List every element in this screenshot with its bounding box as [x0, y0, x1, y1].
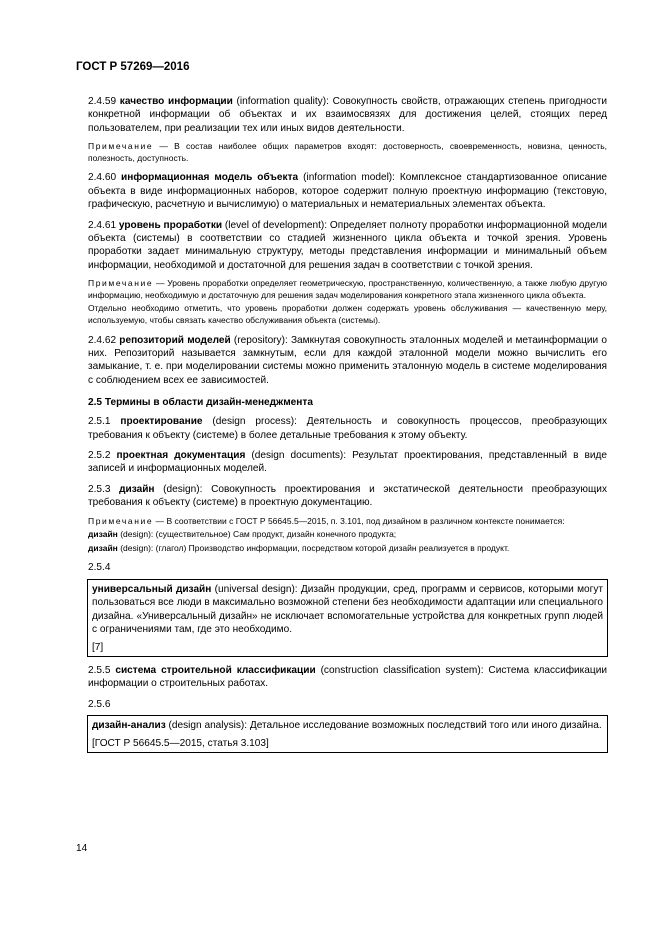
entry-definition: (level of development): Определяет полноту проработки информационной модели объекта (системы) в соответствии со стадией жизненного цикла объекта и точкой зрения. Уровень проработки задает минимальную структуру, методы представления информации и минимальный объем информации, необходимой и достаточной для решения задач в соответствии с точкой зрения. — [88, 219, 607, 271]
entry-2-5-2 — [88, 449, 607, 476]
entry-definition: (universal design): Дизайн продукции, сред, программ и сервисов, которыми могут пользоваться все люди в максимально возможной степени без необходимости адаптации или специального дизайна. «Универсальный дизайн» не исключает вспомогательные устройства для конкретных групп людей с ограничениями там, где это необходимо. — [92, 583, 603, 636]
entry-number-2-5-6: 2.5.6 — [88, 698, 111, 710]
page-number: 14 — [76, 843, 88, 854]
entry-2-5-4 — [92, 583, 603, 637]
note-2-4-59 — [88, 141, 607, 164]
entry-number: 2.5.3 — [88, 483, 111, 495]
entry-2-5-1 — [88, 415, 607, 442]
note-label: Примечание — [88, 515, 154, 526]
note-term: дизайн — [88, 529, 118, 540]
entry-2-5-6 — [92, 719, 603, 732]
note-term: дизайн — [88, 542, 118, 553]
entry-2-5-3 — [88, 483, 607, 510]
entry-definition: (design): Совокупность проектирования и экстатической деятельности преобразующих требования к объекту (системе) в проектную документацию. — [88, 483, 607, 509]
section-heading-2-5: 2.5 Термины в области дизайн-менеджмента — [88, 397, 313, 409]
entry-term: качество информации — [119, 96, 233, 107]
entry-2-4-62 — [88, 334, 607, 388]
entry-2-4-59 — [88, 95, 607, 135]
entry-term: система строительной классификации — [115, 664, 316, 676]
entry-term: уровень проработки — [118, 219, 223, 231]
entry-number: 2.4.62 — [88, 334, 117, 346]
entry-reference: [ГОСТ Р 56645.5—2015, статья 3.103] — [92, 737, 269, 749]
entry-2-5-5 — [88, 664, 607, 691]
note-2-5-3 — [88, 516, 607, 528]
entry-definition: (construction classification system): Система классификации информации о строительных работах. — [88, 664, 607, 690]
entry-definition: (design analysis): Детальное исследование возможных последствий того или иного дизайна. — [168, 720, 602, 732]
entry-term: дизайн-анализ — [92, 720, 166, 732]
entry-term: репозиторий моделей — [119, 334, 231, 346]
entry-definition: (information quality): Совокупность свойств, отражающих степень пригодности конкретной информации об объектах и их взаимосвязях для достижения целей, стоящих перед пользователем, при реализации тех или иных видов деятельности. — [88, 96, 607, 134]
entry-definition: (repository): Замкнутая совокупность эталонных моделей и метаинформации о них. Репозиторий называется замкнутым, если для каждой эталонной модели можно вычислить его замыкание, т. е. при моделировании системы можно применить эталонную модель в системе моделирования с соблюдением всех ее зависимостей. — [88, 334, 607, 386]
note-label: Примечание — [88, 278, 154, 289]
note-2-5-3-def-noun — [88, 529, 607, 541]
entry-number: 2.5.1 — [88, 416, 111, 428]
note-text: — В состав наиболее общих параметров входят: достоверность, своевременность, новизна, ценность, полезность, доступность. — [88, 141, 607, 163]
entry-reference: [7] — [92, 641, 104, 653]
note-text: — Уровень проработки определяет геометрическую, пространственную, количественную, а также любую другую информацию, необходимую и достаточную для решения задач моделирования конкретного этапа жизненного цикла объекта. — [88, 278, 607, 300]
entry-number: 2.4.61 — [88, 219, 117, 231]
note-text: — В соответствии с ГОСТ Р 56645.5—2015, п. 3.101, под дизайном в различном контексте понимается: — [155, 515, 565, 526]
entry-term: дизайн — [119, 483, 155, 495]
entry-number: 2.5.5 — [88, 664, 111, 676]
entry-term: проектная документация — [116, 450, 246, 462]
document-body — [88, 95, 607, 753]
entry-term: универсальный дизайн — [92, 583, 212, 595]
note-definition: (design): (существительное) Сам продукт, дизайн конечного продукта; — [120, 529, 397, 540]
entry-number: 2.4.59 — [88, 96, 117, 107]
note-2-5-3-def-verb — [88, 543, 607, 555]
note-definition: (design): (глагол) Производство информации, посредством которой дизайн реализуется в продукт. — [120, 542, 510, 553]
entry-number: 2.5.2 — [88, 450, 111, 462]
note-2-4-61-extra: Отдельно необходимо отметить, что уровень проработки должен содержать уровень обслуживания — качественную меру, используемую, чтобы связать качество обслуживания объекта (системы). — [88, 303, 607, 326]
entry-2-5-4-box — [87, 579, 608, 657]
entry-term: проектирование — [120, 416, 203, 428]
note-2-4-61 — [88, 278, 607, 301]
entry-definition: (information model): Комплексное стандартизованное описание объекта в виде информационных наборов, которое содержит полную проектную информацию (текстовую, графическую, расчетную и вычислимую) о материальных и нематериальных элементах объекта. — [88, 172, 608, 211]
document-header: ГОСТ Р 57269—2016 — [76, 61, 190, 73]
entry-definition: (design process): Деятельность и совокупность процессов, преобразующих требования к объекту (системе) в более детальные требования к этому объекту. — [88, 416, 607, 441]
entry-term: информационная модель объекта — [121, 172, 299, 184]
entry-number-2-5-4: 2.5.4 — [88, 562, 111, 574]
entry-definition: (design documents): Результат проектирования, представленный в виде записей и информационных моделей. — [88, 450, 607, 475]
entry-number: 2.4.60 — [88, 172, 117, 184]
entry-2-5-6-box — [87, 715, 608, 753]
entry-2-4-61 — [88, 219, 607, 273]
note-label: Примечание — [88, 141, 154, 152]
entry-2-4-60 — [88, 171, 607, 211]
